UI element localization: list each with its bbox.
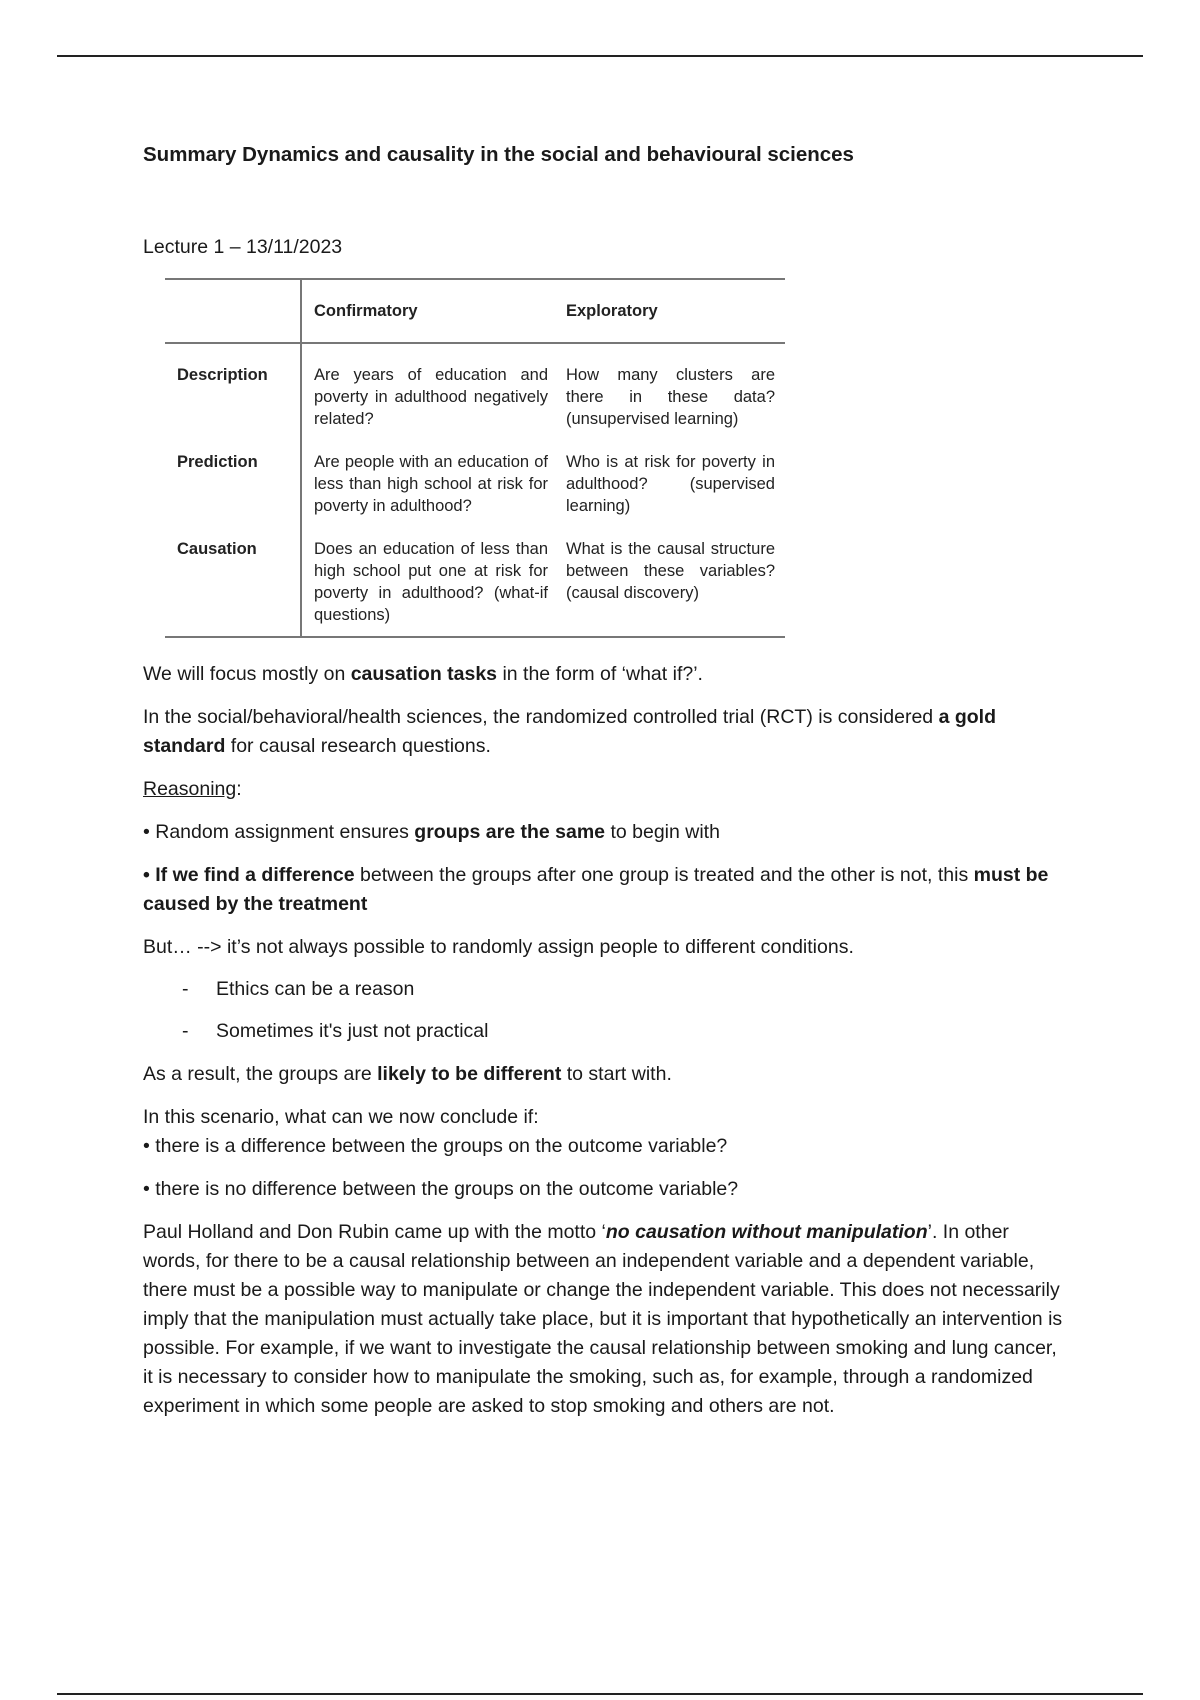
list-item xyxy=(143,975,1063,1004)
text-run: : xyxy=(236,778,242,800)
bullet-random-assignment xyxy=(143,818,1063,847)
table-cell: Does an education of less than high school put one at risk for poverty in adulthood? (what-if questions) xyxy=(301,517,558,637)
table-row xyxy=(165,517,785,637)
table-cell: Are people with an education of less than high school at risk for poverty in adulthood? xyxy=(314,453,548,515)
text-run: We will focus mostly on xyxy=(143,663,351,685)
research-questions-table xyxy=(165,278,785,638)
document-title: Summary Dynamics and causality in the social and behavioural sciences xyxy=(143,143,854,166)
bold-run: causation tasks xyxy=(350,663,498,685)
table-cell: Who is at risk for poverty in adulthood? (supervised learning) xyxy=(566,453,775,515)
text-run: ’. In other words, for there to be a causal relationship between an independent variable and a dependent variable, there must be a possible way to manipulate or change the independent variable. This does not necessarily imply that the manipulation must actually take place, but it is important that hypothetically an intervention is possible. For example, if we want to investigate the causal relationship between smoking and lung cancer, it is necessary to consider how to manipulate the smoking, such as, for example, through a randomized experiment in which some people are asked to stop smoking and others are not. xyxy=(143,1221,1063,1417)
paragraph-rct xyxy=(143,703,1063,761)
text-run: Paul Holland and Don Rubin came up with the motto ‘ xyxy=(143,1221,606,1243)
header-rule xyxy=(57,55,1143,57)
bold-run: groups are the same xyxy=(414,821,606,843)
list-item xyxy=(143,1017,1063,1046)
text-run: in the form of ‘what if?’. xyxy=(497,663,703,685)
bold-run: • If we find a difference xyxy=(143,864,355,886)
document-body xyxy=(143,140,1063,1421)
text-run: to start with. xyxy=(561,1063,672,1085)
bold-italic-run: no causation without manipulation xyxy=(605,1221,928,1243)
list-item-text: Sometimes it's just not practical xyxy=(216,1020,489,1042)
row-label-description: Description xyxy=(165,343,301,430)
text-run: to begin with xyxy=(605,821,720,843)
text-run: As a result, the groups are xyxy=(143,1063,378,1085)
col-header-exploratory: Exploratory xyxy=(558,279,785,343)
dash-bullet: - xyxy=(182,1020,189,1042)
bold-run: a gold standard xyxy=(143,706,996,757)
table-cell: Are years of education and poverty in adulthood negatively related? xyxy=(314,366,548,428)
table-cell: How many clusters are there in these data? (unsupervised learning) xyxy=(566,366,775,428)
dash-bullet: - xyxy=(182,978,189,1000)
text-run: • Random assignment ensures xyxy=(143,821,415,843)
text-run: for causal research questions. xyxy=(225,735,491,757)
text-run: between the groups after one group is treated and the other is not, this xyxy=(354,864,974,886)
table-row xyxy=(165,430,785,517)
scenario-question-1: • there is a difference between the groups on the outcome variable? xyxy=(143,1135,728,1157)
list-item-text: Ethics can be a reason xyxy=(216,978,415,1000)
scenario-question-2: • there is no difference between the groups on the outcome variable? xyxy=(143,1178,739,1200)
row-label-prediction: Prediction xyxy=(165,430,301,517)
paragraph-holland-rubin xyxy=(143,1218,1063,1421)
reasoning-heading xyxy=(143,775,1063,804)
paragraph-focus xyxy=(143,660,1063,689)
bold-run: must be caused by the treatment xyxy=(143,864,1049,915)
table-row xyxy=(165,343,785,430)
text-run: In the social/behavioral/health sciences, the randomized controlled trial (RCT) is considered xyxy=(143,706,939,728)
row-label-causation: Causation xyxy=(165,517,301,637)
lecture-heading: Lecture 1 – 13/11/2023 xyxy=(143,236,343,258)
table-cell: What is the causal structure between these variables? (causal discovery) xyxy=(558,517,785,637)
reasoning-label: Reasoning xyxy=(143,778,237,800)
bold-run: likely to be different xyxy=(377,1063,562,1085)
bullet-difference xyxy=(143,861,1063,919)
footer-rule xyxy=(57,1693,1143,1695)
paragraph-but: But… --> it’s not always possible to randomly assign people to different conditions. xyxy=(143,936,854,958)
table-header-row xyxy=(165,279,785,343)
scenario-intro: In this scenario, what can we now conclude if: xyxy=(143,1106,539,1128)
paragraph-result xyxy=(143,1060,1063,1089)
col-header-confirmatory: Confirmatory xyxy=(301,279,558,343)
table-corner-cell xyxy=(165,279,301,343)
